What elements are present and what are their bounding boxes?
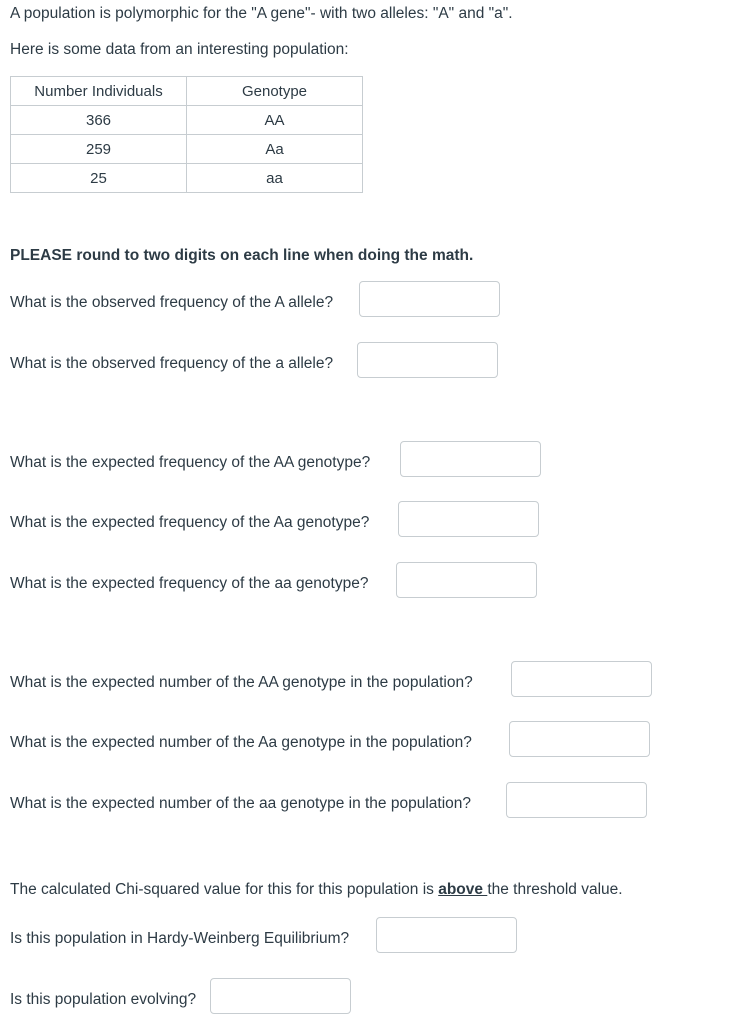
answer-het-expected-number[interactable] [509,721,650,757]
answer-recessive-genotype-frequency[interactable] [396,562,537,598]
chi-statement-before: The calculated Chi-squared value for this for this population is [10,881,439,898]
cell-genotype: aa [187,164,363,193]
answer-aa-genotype-frequency[interactable] [400,441,541,477]
cell-number: 366 [11,106,187,135]
answer-lower-a-allele-frequency[interactable] [357,342,498,378]
question-aa-genotype-frequency: What is the expected frequency of the AA genotype? [10,454,371,471]
question-a-allele-frequency: What is the observed frequency of the A allele? [10,294,334,311]
answer-a-allele-frequency[interactable] [359,281,500,317]
question-evolving: Is this population evolving? [10,991,197,1008]
intro-line-2: Here is some data from an interesting population: [10,41,349,58]
chi-statement-after: the threshold value. [487,881,623,898]
table-row [11,135,363,164]
chi-squared-statement [10,880,623,900]
question-het-genotype-frequency: What is the expected frequency of the Aa genotype? [10,514,370,531]
question-lower-a-allele-frequency: What is the observed frequency of the a allele? [10,355,334,372]
question-hardy-weinberg: Is this population in Hardy-Weinberg Equilibrium? [10,930,350,947]
answer-hardy-weinberg[interactable] [376,917,517,953]
cell-number: 25 [11,164,187,193]
question-aa-expected-number: What is the expected number of the AA genotype in the population? [10,674,473,691]
answer-aa-expected-number[interactable] [511,661,652,697]
cell-genotype: AA [187,106,363,135]
question-recessive-genotype-frequency: What is the expected frequency of the aa genotype? [10,575,369,592]
column-header-genotype: Genotype [187,77,363,106]
table-row [11,164,363,193]
chi-statement-emphasis: above [438,881,488,898]
column-header-number: Number Individuals [11,77,187,106]
answer-evolving[interactable] [210,978,351,1014]
answer-het-genotype-frequency[interactable] [398,501,539,537]
table-row [11,106,363,135]
question-het-expected-number: What is the expected number of the Aa genotype in the population? [10,734,472,751]
cell-genotype: Aa [187,135,363,164]
rounding-instruction: PLEASE round to two digits on each line when doing the math. [10,247,474,264]
table-header-row [11,77,363,106]
question-recessive-expected-number: What is the expected number of the aa genotype in the population? [10,795,472,812]
intro-line-1: A population is polymorphic for the "A gene"- with two alleles: "A" and "a". [10,5,513,22]
cell-number: 259 [11,135,187,164]
genotype-data-table [10,76,363,193]
answer-recessive-expected-number[interactable] [506,782,647,818]
